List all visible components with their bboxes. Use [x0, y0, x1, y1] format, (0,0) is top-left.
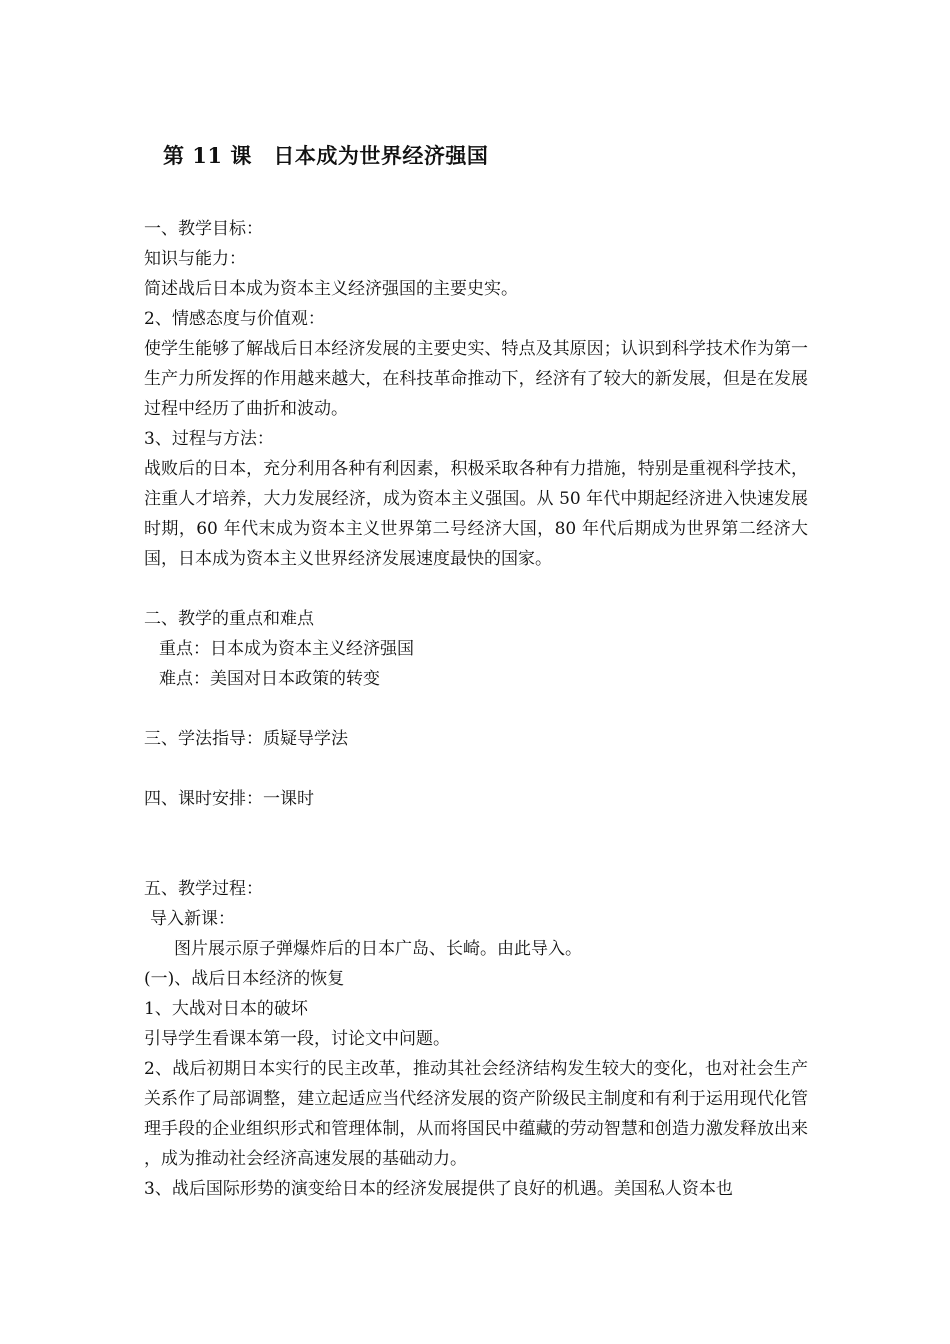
teaching-heading: 五、教学过程：: [144, 879, 263, 899]
spacer: [144, 574, 808, 604]
knowledge-heading: 知识与能力：: [144, 249, 246, 269]
spacer: [144, 814, 808, 874]
process-heading: 3、过程与方法：: [144, 429, 274, 449]
intro-text: 图片展示原子弹爆炸后的日本广岛、长崎。由此导入。: [174, 939, 582, 959]
item3: 3、战后国际形势的演变给日本的经济发展提供了良好的机遇。美国私人资本也: [144, 1179, 733, 1199]
emotion-text: 使学生能够了解战后日本经济发展的主要史实、特点及其原因；认识到科学技术作为第一生产力所发挥的作用越来越大，在科技革命推动下，经济有了较大的新发展，但是在发展过程中经历了曲折和波动。: [144, 339, 808, 419]
lesson-title: 第 11 课 日本成为世界经济强国: [163, 143, 489, 168]
method-line: 三、学法指导：质疑导学法: [144, 729, 348, 749]
objectives-heading: 一、教学目标：: [144, 219, 263, 239]
key-heading: 二、教学的重点和难点: [144, 609, 314, 629]
schedule-line: 四、课时安排：一课时: [144, 789, 314, 809]
spacer: [144, 754, 808, 784]
intro-heading: 导入新课：: [150, 909, 235, 929]
item1: 1、大战对日本的破坏: [144, 999, 308, 1019]
document-body: [144, 214, 808, 1204]
part1-heading: (一)、战后日本经济的恢复: [144, 969, 345, 989]
process-text: 战败后的日本，充分利用各种有利因素，积极采取各种有力措施，特别是重视科学技术，注重人才培养，大力发展经济，成为资本主义强国。从 50 年代中期起经济进入快速发展时期，60 年代末成为资本主义世界第二号经济大国，80 年代后期成为世界第二经济大国，日本成为资本主义世界经济发展速度最快的国家。: [144, 459, 808, 569]
item1-text: 引导学生看课本第一段，讨论文中问题。: [144, 1029, 450, 1049]
knowledge-text: 简述战后日本成为资本主义经济强国的主要史实。: [144, 279, 518, 299]
item2: 2、战后初期日本实行的民主改革，推动其社会经济结构发生较大的变化，也对社会生产关系作了局部调整，建立起适应当代经济发展的资产阶级民主制度和有利于运用现代化管理手段的企业组织形式和管理体制，从而将国民中蕴藏的劳动智慧和创造力激发释放出来，成为推动社会经济高速发展的基础动力。: [144, 1059, 808, 1169]
spacer: [144, 694, 808, 724]
key-point: 重点：日本成为资本主义经济强国: [159, 639, 414, 659]
emotion-heading: 2、情感态度与价值观：: [144, 309, 325, 329]
difficult-point: 难点：美国对日本政策的转变: [159, 669, 380, 689]
